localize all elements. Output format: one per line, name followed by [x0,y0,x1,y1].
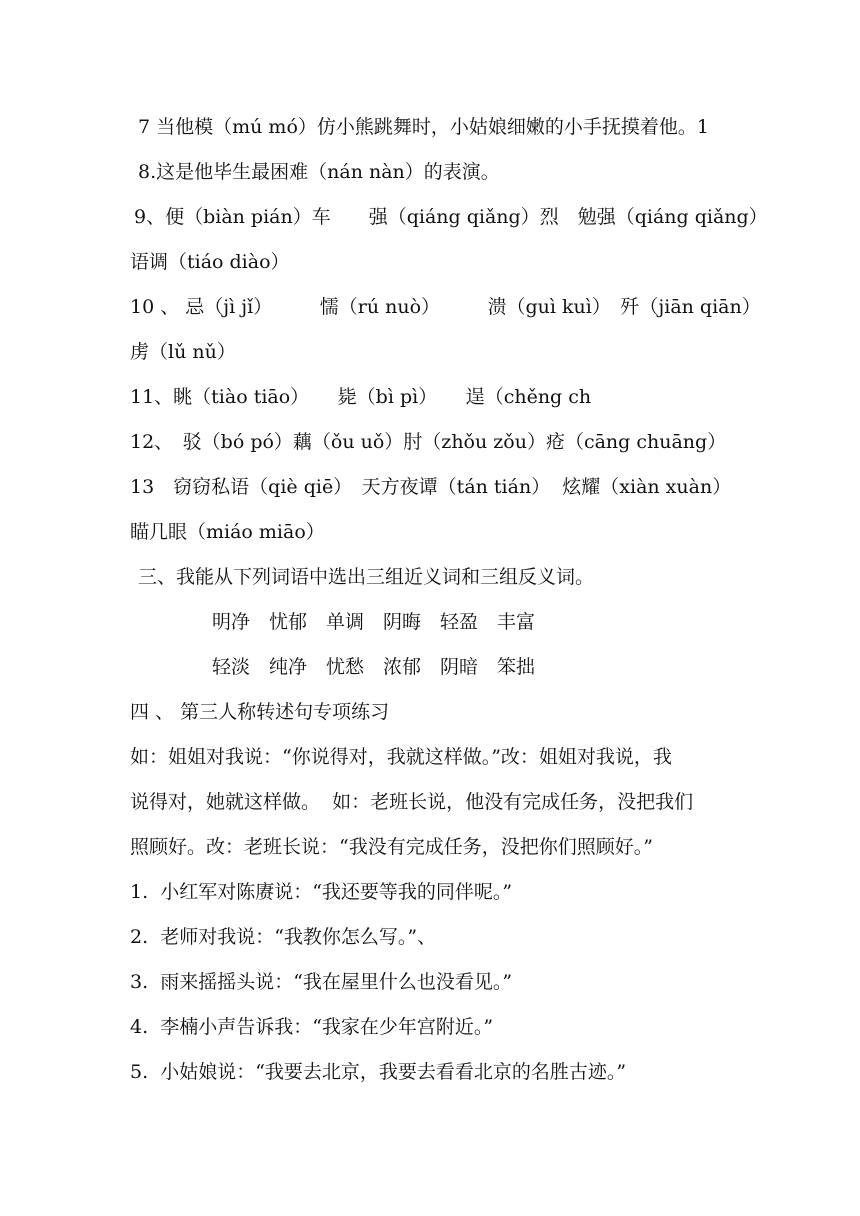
text-line-pinyin-10-cont: 虏（lǔ nǔ） [130,341,236,363]
example-line-1: 如：姐姐对我说：“你说得对，我就这样做。”改：姐姐对我说，我 [130,746,672,768]
example-line-3: 照顾好。改：老班长说：“我没有完成任务，没把你们照顾好。” [130,836,653,858]
exercise-item-1: 1. 小红军对陈赓说：“我还要等我的同伴呢。” [130,881,513,903]
exercise-item-5: 5. 小姑娘说：“我要去北京，我要去看看北京的名胜古迹。” [130,1061,627,1083]
text-line-pinyin-13-cont: 瞄几眼（miáo miāo） [130,521,325,543]
text-line-pinyin-7: 7 当他模（mú mó）仿小熊跳舞时，小姑娘细嫩的小手抚摸着他。1 [138,116,709,138]
section-heading-4: 四 、 第三人称转述句专项练习 [130,701,390,723]
word-list-row-2: 轻淡 纯净 忧愁 浓郁 阴暗 笨拙 [212,656,536,678]
section-heading-3: 三、我能从下列词语中选出三组近义词和三组反义词。 [138,566,595,588]
text-line-pinyin-11: 11、眺（tiào tiāo） 毙（bì pì） 逞（chěng ch [130,386,592,408]
exercise-item-4: 4. 李楠小声告诉我：“我家在少年宫附近。” [130,1016,494,1038]
exercise-item-3: 3. 雨来摇摇头说：“我在屋里什么也没看见。” [130,971,513,993]
text-line-pinyin-10: 10 、 忌（jì jǐ） 懦（rú nuò） 溃（guì kuì） 歼（jiān qiān） [130,296,761,318]
exercise-item-2: 2. 老师对我说：“我教你怎么写。”、 [130,926,437,948]
text-line-pinyin-8: 8.这是他毕生最困难（nán nàn）的表演。 [138,161,500,183]
text-line-pinyin-9: 9、便（biàn pián）车 强（qiáng qiǎng）烈 勉强（qiáng qiǎng） [134,206,768,228]
text-line-pinyin-9-cont: 语调（tiáo diào） [130,251,290,273]
text-line-pinyin-13: 13 窃窃私语（qiè qiē） 天方夜谭（tán tián） 炫耀（xiàn xuàn） [130,476,732,498]
word-list-row-1: 明净 忧郁 单调 阴晦 轻盈 丰富 [212,611,536,633]
text-line-pinyin-12: 12、 驳（bó pó）藕（ǒu uǒ）肘（zhǒu zǒu）疮（cāng chuāng） [130,431,727,453]
example-line-2: 说得对，她就这样做。 如：老班长说，他没有完成任务，没把我们 [130,791,694,813]
